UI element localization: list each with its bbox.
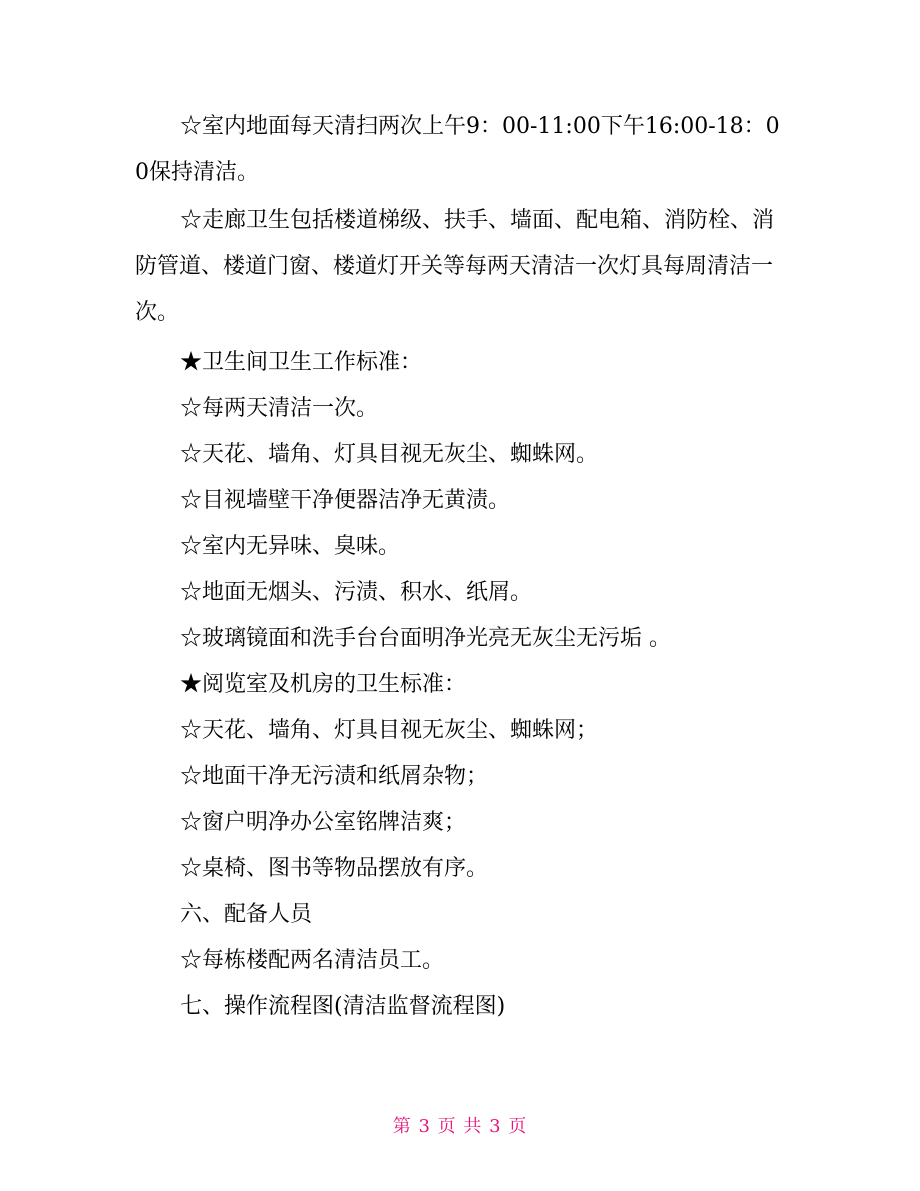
heading-restroom-standard: ★卫生间卫生工作标准：: [180, 350, 423, 375]
paragraph-restroom-walls: ☆目视墙壁干净便器洁净无黄渍。: [180, 488, 511, 513]
paragraph-reading-floor: ☆地面干净无污渍和纸屑杂物；: [180, 764, 489, 789]
paragraph-reading-furniture: ☆桌椅、图书等物品摆放有序。: [180, 856, 489, 881]
paragraph-reading-ceiling: ☆天花、墙角、灯具目视无灰尘、蜘蛛网；: [180, 718, 599, 743]
paragraph-restroom-ceiling: ☆天花、墙角、灯具目视无灰尘、蜘蛛网。: [180, 442, 599, 467]
heading-reading-room-standard: ★阅览室及机房的卫生标准：: [180, 672, 467, 697]
paragraph-restroom-mirror: ☆玻璃镜面和洗手台台面明净光亮无灰尘无污垢 。: [180, 626, 671, 651]
heading-staffing: 六、配备人员: [180, 902, 313, 927]
paragraph-restroom-floor: ☆地面无烟头、污渍、积水、纸屑。: [180, 580, 533, 605]
paragraph-corridor-cleaning: ☆走廊卫生包括楼道梯级、扶手、墙面、配电箱、消防栓、消防管道、楼道门窗、楼道灯开关等每两天清洁一次灯具每周清洁一次。: [135, 208, 775, 325]
heading-process-flow: 七、操作流程图(清洁监督流程图): [180, 994, 506, 1019]
paragraph-floor-cleaning: ☆室内地面每天清扫两次上午9：00-11:00下午16:00-18：00保持清洁。: [135, 114, 780, 185]
page-number-footer: 第 3 页 共 3 页: [392, 1116, 528, 1137]
paragraph-restroom-frequency: ☆每两天清洁一次。: [180, 396, 379, 421]
paragraph-restroom-odor: ☆室内无异味、臭味。: [180, 534, 401, 559]
paragraph-staffing: ☆每栋楼配两名清洁员工。: [180, 948, 445, 973]
paragraph-reading-windows: ☆窗户明净办公室铭牌洁爽；: [180, 810, 467, 835]
document-body: [135, 104, 785, 1030]
